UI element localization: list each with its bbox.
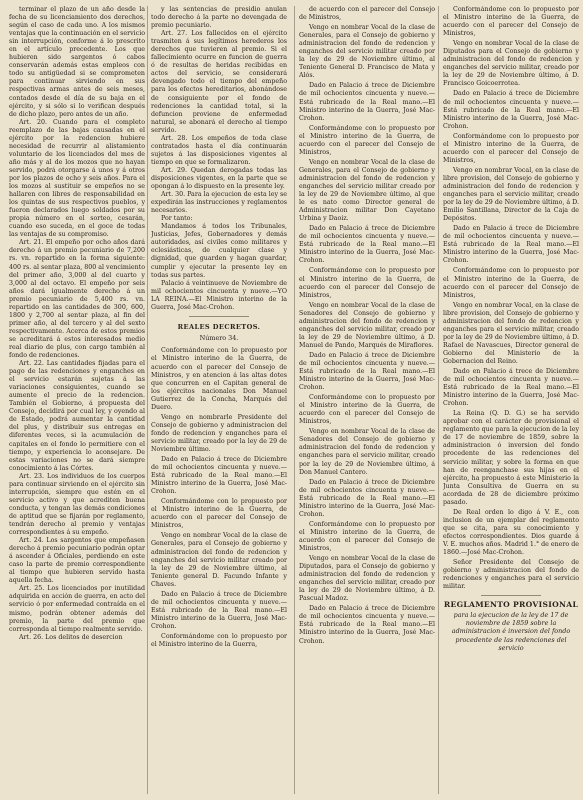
decree-paragraph: Vengo en nombrar Vocal de la clase de Generales, para el Consejo de gobierno y administracion del fondo de redencion y enganches del servicio militar creado por la ley de 29 de Noviembre último, al Teniente General D. Francisco de Mata y Alós. (299, 24, 435, 80)
paragraph: Art. 29. Quedan derogadas todas las disposiciones vigentes, en la parte que se opongan á lo dispuesto en la presente ley. (151, 166, 287, 191)
decree-paragraph: Vengo en nombrar Vocal, en la clase de libre provision, del Consejo de gobierno y administracion del fondo de redencion y enganches para el servicio militar, creado por la ley de 29 de Noviembre último, á D. Rafael de Navascues, Director general de Gobierno del Ministerio de la Gobernacion del Reino. (443, 301, 579, 365)
decree-paragraph: Vengo en nombrar Vocal de la clase de Generales, para el Consejo de gobierno y administracion del fondo de redencion y enganches del servicio militar creado por la ley de 29 de Noviembre último, al que le es nato como Director general de Administracion militar Don Cayetano Urbina y Daoiz. (299, 158, 435, 223)
decree-paragraph: Dado en Palacio á trece de Diciembre de mil ochocientos cincuenta y nueve.—Está rubricado de la Real mano.—El Ministro interino de la Guerra, José Mac-Crohon. (151, 456, 287, 496)
column-divider (438, 6, 439, 794)
section-number: Número 34. (199, 334, 239, 343)
text-column-2 (151, 6, 287, 794)
reglamento-subtitle: para la ejecucion de la ley de 17 de noviembre de 1859 sobre la administracion é inversion del fondo procedente de las redenciones del servicio (451, 611, 571, 652)
decree-paragraph: Vengo en nombrarle Presidente del Consejo de gobierno y administracion del fondo de redencion y enganches para el servicio militar, creado por la ley de 29 de Noviembre último. (151, 413, 287, 453)
decree-paragraph: Vengo en nombrar Vocal de la clase de Generales, para el Consejo de gobierno y administracion del fondo de redencion y enganches del servicio militar creado por la ley de 29 de Noviembre último, al Teniente general D. Facundo Infante y Chaves. (151, 532, 287, 588)
column-divider (147, 6, 148, 794)
decree-paragraph: Conformándome con lo propuesto por el Ministro interino de la Guerra, de acuerdo con el parecer del Consejo de Ministros, (299, 520, 435, 552)
decree-paragraph: Dado en Palacio á trece de Diciembre de mil ochocientos cincuenta y nueve.—Está rubricado de la Real mano.—El Ministro interino de la Guerra, José Mac-Crohon. (443, 90, 579, 130)
paragraph: Art. 26. Los delitos de desercion (19, 633, 123, 641)
paragraph: Art. 28. Los empeños de toda clase contratados hasta el día continuarán sujetos á las disposiciones vigentes al tiempo en que se formalizaron. (151, 134, 287, 166)
addressee-paragraph: Señor Presidente del Consejo de gobierno y administracion del fondo de redenciones y enganches para el servicio militar. (443, 559, 579, 591)
decree-paragraph: Vengo en nombrar Vocal de la clase de Diputados para el Consejo de gobierno y administracion del fondo de redencion y enganches del servicio militar, creado por la ley de 29 de Noviembre último, á D. Francisco Goicoerrotea. (443, 40, 579, 88)
decree-paragraph: Conformándome con lo propuesto por el Ministro interino de la Guerra, (151, 633, 287, 649)
paragraph: Art. 23. Los individuos de los cuerpos para continuar sirviendo en el ejército sin interrupción, siempre que estén en el servicio activo y que acrediten buena conducta, y tengan las demás condiciones de aptitud que se fijarán por reglamento, tendrán derecho al premio y ventajas correspondientes á su empeño. (9, 472, 145, 537)
decree-paragraph: Vengo en nombrar Vocal de la clase de Senadores del Consejo de gobierno y administracion del fondo de redencion y enganches del servicio militar, creado por la ley de 29 de Noviembre último, á D. Manuel de Pando, Marqués de Miraflores. (299, 301, 435, 349)
text-column-3 (299, 6, 435, 794)
decree-paragraph: Dado en Palacio á trece de Diciembre de mil ochocientos cincuenta y nueve.—Está rubricado de la Real mano.—El Ministro interino de la Guerra, José Mac-Crohon. (151, 590, 287, 630)
paragraph: Art. 21. El empeño por ocho años dará derecho á un premio pecuniario de 7,200 rs. vn. repartido en la forma siguiente: 400 rs. al sentar plaza, 800 al vencimiento del primer año, 3,000 al del cuarto y 3,000 al del octavo. El empeño por seis años dará igualmente derecho á un premio pecuniario de 5,400 rs. vn. repartido en las cantidades de 300, 600, 1800 y 2,700 al sentar plaza, al fin del primer año, al del tercero y al del sexto respectivamente. Acerca de estos premios se acreditará á estos interesados medio real diario de plus, con cargo también al fondo de redenciones. (9, 239, 145, 360)
decree-paragraph: Dado en Palacio á trece de Diciembre de mil ochocientos cincuenta y nueve.—Está rubricado de la Real mano.—El Ministro interino de la Guerra, José Mac-Crohon. (299, 351, 435, 392)
royal-order-paragraph: De Real orden lo digo á V. E., con inclusion de un ejemplar del reglamento que se cita, para su conocimiento y efectos correspondientes. Dios guarde á V. E. muchos años. Madrid 1.° de enero de 1860.—José Mac-Crohon. (443, 508, 579, 557)
paragraph: y las sentencias de presidio anulan todo derecho á la parte no devengada de premio pecuniario. (151, 6, 287, 30)
paragraph: Art. 27. Los fallecidos en el ejército trasmiten á sus legítimos herederos los derechos que tuvieren al premio. Si el fallecimiento ocurre en funcion de guerra ó de resultas de heridas recibidas en actos del servicio, se considerará devengado todo el tiempo del empeño para los efectos hereditarios, abonándose de consiguiente por el fondo de redenciones la cantidad total, si la defuncion proviene de enfermedad natural, se abonará el derecho al tiempo servido. (151, 30, 287, 134)
paragraph: Art. 30. Para la ejecucion de esta ley se expedirán las instrucciones y reglamentos necesarios. (151, 191, 287, 215)
paragraph: terminar el plazo de un año desde la fecha de su licenciamiento dos derechos, según el caso de cada uno. A los mismos ventajas que la continuación en el servicio sin interrupción, conforme á lo prescrito en el artículo precedente. Los que hubieren sido sargentos ó cabos conservarán además estas empleos con todo su antigüedad si se comprometen para continuar sirviendo en sus respectivas armas antes de seis meses, contados desde el día de su baja en el ejército, y si sólo si lo verifican después de dicho plazo, pero antes de un año. (9, 6, 145, 118)
paragraph: Art. 20. Cuando para el completo reemplazo de las bajas causadas en el ejército por la redencion hubiere necesidad de recurrir al alistamiento voluntario de los licenciados del mes de año más y al de los mozos que no hayan servido, podrá otorgarse á unos y á otros por los plazos de ocho y seis años. Para el los mozos al sustituir se empeños no se hallaren con libres de responsabilidad en los quintas de sus respectivos pueblos, y fueron declarados luego soldados por su propia número en el sorteo, cesarán, cuando eso suceda, en el goce de todas las ventajas de su compromiso. (9, 118, 145, 239)
decree-paragraph: Dado en Palacio á trece de Diciembre de mil ochocientos cincuenta y nueve.—Está rubricado de la Real mano.—El Ministro interino de la Guerra, José Mac-Crohon. (299, 225, 435, 265)
decree-paragraph: Vengo en nombrar Vocal de la clase de Diputados, para el Consejo de gobierno y administracion del fondo de redencion y enganches del servicio militar, creado por la ley de 29 de Noviembre último, á D. Pascual Madoz. (299, 555, 435, 603)
decree-paragraph: Conformándome con lo propuesto por el Ministro interino de la Guerra, de acuerdo con el parecer del Consejo de Ministros, (151, 498, 287, 530)
text-column-1 (9, 6, 145, 794)
section-rule (189, 316, 249, 317)
column-divider (294, 6, 295, 794)
decree-paragraph: Dado en Palacio á trece de Diciembre de mil ochocientos cincuenta y nueve.—Está rubricado de la Real mano.—El Ministro interino de la Guerra, José Mac-Crohon. (299, 605, 435, 645)
decree-paragraph: Vengo en nombrar Vocal, en la clase de libre provision, del Consejo de gobierno y administracion del fondo de redencion y enganches para el servicio militar, creado por la ley de 29 de Noviembre último, á D. Emilio Santillana, Director de la Caja de Depósitos. (443, 166, 579, 223)
decree-paragraph: Conformándome con lo propuesto por el Ministro interino de la Guerra, de acuerdo con el parecer del Consejo de Ministros, (299, 267, 435, 299)
decree-paragraph: Dado en Palacio á trece de Diciembre de mil ochocientos cincuenta y nueve.—Está rubricado de la Real mano.—El Ministro interino de la Guerra, José Mac-Crohon. (443, 368, 579, 408)
decree-paragraph: Conformándome con lo propuesto por el Ministro interino de la Guerra, de acuerdo con el parecer del Consejo de Ministros, (443, 6, 579, 38)
text-column-4 (443, 6, 579, 794)
decree-paragraph: Vengo en nombrar Vocal de la clase de Senadores del Consejo de gobierno y administracion del fondo de redencion y enganches para el servicio militar, creado por la ley de 29 de Noviembre último, á Don Manuel Cantero. (299, 428, 435, 476)
decree-paragraph: Conformándome con lo propuesto por el Ministro interino de la Guerra, de acuerdo con el parecer del Consejo de Ministros, (443, 132, 579, 164)
paragraph: Por tanto: (161, 215, 193, 223)
decree-paragraph: Conformándome con lo propuesto por el Ministro interino de la Guerra, de acuerdo con el parecer del Consejo de Ministros, (443, 267, 579, 299)
paragraph: Art. 24. Los sargentos que empeñasen derecho á premio pecuniario podrán optar á ascender á Oficiales, perdiendo en este caso la parte de premio correspondiente al tiempo que hubieren servido hasta aquella fecha. (9, 537, 145, 585)
decree-paragraph: Dado en Palacio á trece de Diciembre de mil ochocientos cincuenta y nueve.—Está rubricado de la Real mano.—El Ministro interino de la Guerra, José Mac-Crohon. (443, 225, 579, 265)
paragraph: Mandamos á todos los Tribunales, Justicias, Jefes, Gobernadores y demás autoridades, así civiles como militares y eclesiásticas, de cualquier clase y dignidad, que guarden y hagan guardar, cumplir y ejecutar la presente ley en todas sus partes. (151, 223, 287, 279)
section-rule (481, 595, 541, 596)
decree-paragraph: Conformándome con lo propuesto por el Ministro interino de la Guerra, de acuerdo con el parecer del Consejo de Ministros, y en atencion á las altas dotes que concurren en el Capitan general de los ejércitos nacionales Don Manuel Gutierrez de la Concha, Marqués del Duero. (151, 347, 287, 411)
decree-paragraph: Conformándome con lo propuesto por el Ministro interino de la Guerra, de acuerdo con el parecer del Consejo de Ministros, (299, 124, 435, 156)
decree-paragraph: de acuerdo con el parecer del Consejo de Ministros, (299, 6, 435, 22)
decree-paragraph: Conformándome con lo propuesto por el Ministro interino de la Guerra, de acuerdo con el parecer del Consejo de Ministros, (299, 394, 435, 426)
paragraph: Palacio á veintinueve de Noviembre de mil ochocientos cincuenta y nueve.—YO LA REINA.—El Ministro interino de la Guerra, José Mac-Crohon. (151, 279, 287, 311)
decree-paragraph: Dado en Palacio á trece de Diciembre de mil ochocientos cincuenta y nueve.—Está rubricado de la Real mano.—El Ministro interino de la Guerra, José Mac-Crohon. (299, 478, 435, 518)
royal-order-paragraph: La Reina (Q. D. G.) se ha servido aprobar con el carácter de provisional el reglamento que para la ejecucion de la ley de 17 de noviembre de 1859, sobre la administracion ó inversion del fondo procedente de las redenciones del servicio militar, y sobre la forma en que han de reenganchase sus hijas en el ejército, ha propuesto á este Ministerio la Junta Consultiva de Guerra en su acordada de 28 de diciembre próximo pasado. (443, 410, 579, 506)
section-title: REALES DECRETOS. (177, 322, 261, 331)
decree-paragraph: Dado en Palacio á trece de Diciembre de mil ochocientos cincuenta y nueve.—Está rubricado de la Real mano.—El Ministro interino de la Guerra, José Mac-Crohon. (299, 82, 435, 122)
paragraph: Art. 25. Los licenciados por inutilidad adquirida en acción de guerra, en acto del servicio ó por enfermedad contraída en el mismo, podrán obtener además del premio, la parte del premio que corresponda al tiempo realmente servido. (9, 585, 145, 633)
reglamento-title: REGLAMENTO PROVISIONAL (443, 600, 579, 610)
paragraph: Art. 22. Las cantidades fijadas para el pago de las redenciones y enganches en el servicio estarán sujetas á las variaciones consiguientes, cuando se aumente el precio de la redencion. También el Gobierno, á propuesta del Consejo, decidirá por cual ley, y oyendo al de Estado, podrá aumentar la cantidad del plus, y distribuir sus entregas en diferentes veces, si la acumulación de capitales en el fondo lo permitiere con el tiempo, y experiencia lo aconsejare. De estas variaciones no se dará siempre conocimiento á las Córtes. (9, 360, 145, 472)
